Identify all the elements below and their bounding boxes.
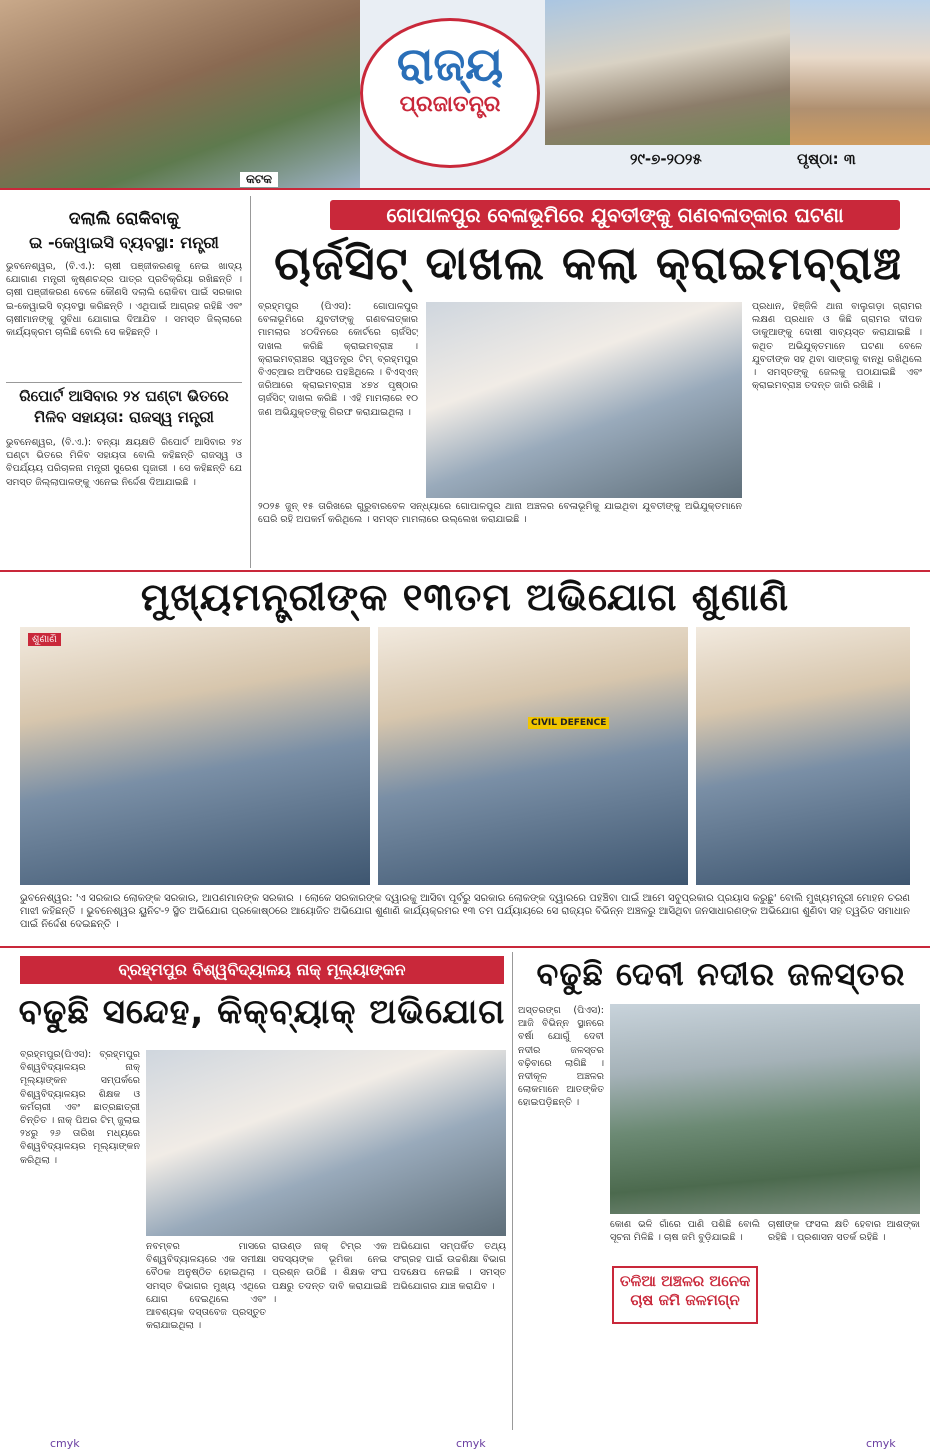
- issue-date: ୨୯-୭-୨୦୨୫: [630, 150, 702, 168]
- header-rule: [0, 188, 930, 190]
- lead-col1: ବ୍ରହ୍ମପୁର (ପିଏସ): ଗୋପାଳପୁର ବେଳାଭୂମିରେ ଯୁବତୀଙ୍କୁ ଗଣବଳାତ୍କାର ମାମଲାର ୪୦ଦିନରେ କୋର୍ଟରେ ଚାର୍ଜସିଟ୍ ଦାଖଲ କରିଛି କ୍ରାଇମବ୍ରାଞ୍ଚ । କ୍ରାଇମବ୍ରାଞ୍ଚର ସ୍ୱତନ୍ତ୍ର ଟିମ୍ ବ୍ରହ୍ମପୁର ବିଏଚ୍ଆର ଅଫିସରେ ପହଞ୍ଚିଥିଲେ । ବିଏସ୍ଏନ୍ ଜରିଆରେ କ୍ରାଇମବ୍ରାଞ୍ଚ ୪୭୪ ପୃଷ୍ଠାର ଚାର୍ଜସିଟ୍ ଦାଖଲ କରିଛି । ଏହି ମାମଲାରେ ୧୦ ଜଣ ଅଭିଯୁକ୍ତଙ୍କୁ ଗିରଫ କରାଯାଇଥିଲା ।: [258, 301, 418, 418]
- lead-photo: [426, 302, 742, 498]
- university-kicker: ବ୍ରହ୍ମପୁର ବିଶ୍ୱବିଦ୍ୟାଳୟ ନାକ୍ ମୂଲ୍ୟାଙ୍କନ: [20, 956, 504, 984]
- lead-kicker: ଗୋପାଳପୁର ବେଳାଭୂମିରେ ଯୁବତୀଙ୍କୁ ଗଣବଳାତ୍କାର ଘଟଣା: [330, 200, 900, 230]
- river-body-right: ଚାଷୀଙ୍କ ଫସଲ କ୍ଷତି ହେବାର ଆଶଙ୍କା ରହିଛି । ପ୍ରଶାସନ ସତର୍କ ରହିଛି ।: [768, 1219, 920, 1244]
- lead-col3: ପ୍ରଧାନ, ହିଞ୍ଜିଳି ଥାନା ବାଲୁଗଡ଼ା ଗ୍ରାମର ଲକ୍ଷଣ ପ୍ରଧାନ ଓ କିଛି ଗ୍ରାମର ଦୀପକ ଡାକୁଆଙ୍କୁ ଦୋଷୀ ସାବ୍ୟସ୍ତ କରାଯାଇଛି । କଥିତ ଅଭିଯୁକ୍ତମାନେ ଘଟଣା ବେଳେ ଯୁବତୀଙ୍କ ସହ ଥିବା ସାଙ୍ଗକୁ ବାନ୍ଧି ରଖିଥିଲେ । ସମସ୍ତଙ୍କୁ ଜେଲକୁ ପଠାଯାଇଛି ଏବଂ କ୍ରାଇମବ୍ରାଞ୍ଚ ତଦନ୍ତ ଜାରି ରଖିଛି ।: [752, 301, 922, 392]
- sidebar-story1-body: ଭୁବନେଶ୍ୱର, (ବି.ଏ.): ଚାଷୀ ପଞ୍ଜୀକରଣକୁ ନେଇ ଖାଦ୍ୟ ଯୋଗାଣ ମନ୍ତ୍ରୀ କୃଷ୍ଣଚନ୍ଦ୍ର ପାତ୍ର ପ୍ରତିକ୍ରିୟା ରଖିଛନ୍ତି । ଚାଷୀ ପଞ୍ଜୀକରଣ ବେଳେ କୌଣସି ଦଲାଲି ରୋକିବା ପାଇଁ ସରକାର ଇ-କେୱାଇସି ବ୍ୟବସ୍ଥା କରିଛନ୍ତି । ଏଥିପାଇଁ ଆଗ୍ରହ ରହିଛି ଏବଂ ଚାଷୀମାନଙ୍କୁ ସୁବିଧା ଯୋଗାଇ ଦିଆଯିବ । ସମସ୍ତ ଜିଲ୍ଲାରେ କାର୍ଯ୍ୟକ୍ରମ ଚାଲିଛି ବୋଲି ସେ କହିଛନ୍ତି ।: [6, 261, 242, 339]
- grievance-photo-label: ଶୁଣାଣି: [28, 633, 61, 646]
- lead-col2: ୨୦୨୫ ଜୁନ୍ ୧୫ ତାରିଖରେ ଗୁରୁବାରବେଳ ସନ୍ଧ୍ୟାରେ ଗୋପାଳପୁର ଥାନା ଅଞ୍ଚଳର ବେଳାଭୂମିକୁ ଯାଇଥିବା ଯୁବତୀଙ୍କୁ ଅଭିଯୁକ୍ତମାନେ ଘେରି ରହି ଅପକର୍ମ କରିଥିଲେ । ସମସ୍ତ ମାମଲାରେ ଉଲ୍ଲେଖ କରାଯାଇଛି ।: [258, 501, 742, 526]
- lead-headline: ଚାର୍ଜସିଟ୍ ଦାଖଲ କଲା କ୍ରାଇମବ୍ରାଞ୍ଚ: [274, 236, 902, 290]
- sidebar-divider: [6, 382, 242, 383]
- sidebar: [0, 196, 248, 568]
- river-body-mid: କୋଣ ଭଳି ଗାଁରେ ପାଣି ପଶିଛି ବୋଲି ସୂଚନା ମିଳିଛି । ଚାଷ ଜମି ବୁଡ଼ିଯାଇଛି ।: [610, 1219, 760, 1244]
- grievance-headline: ମୁଖ୍ୟମନ୍ତ୍ରୀଙ୍କ ୧୩ତମ ଅଭିଯୋଗ ଶୁଣାଣି: [140, 575, 790, 619]
- section-rule-2: [0, 946, 930, 948]
- grievance-caption: ଭୁବନେଶ୍ୱର: 'ଏ ସରକାର ଲୋକଙ୍କ ସରକାର, ଆପଣମାନଙ୍କ ସରକାର । ଲୋକେ ସରକାରଙ୍କ ଦ୍ୱାରକୁ ଆସିବା ପୂର୍ବରୁ ସରକାର ଲୋକଙ୍କ ଦ୍ୱାରରେ ପହଞ୍ଚିବା ପାଇଁ ଆମେ ସବୁପ୍ରକାର ପ୍ରୟାସ କରୁଛୁ' ବୋଲି ମୁଖ୍ୟମନ୍ତ୍ରୀ ମୋହନ ଚରଣ ମାଝୀ କହିଛନ୍ତି । ଭୁବନେଶ୍ୱର ୟୁନିଟ-୨ ସ୍ଥିତ ଅଭିଯୋଗ ପ୍ରକୋଷ୍ଠରେ ଆୟୋଜିତ ଅଭିଯୋଗ ଶୁଣାଣି କାର୍ଯ୍ୟକ୍ରମର ୧୩ ତମ ପର୍ଯ୍ୟାୟରେ ସେ ରାଜ୍ୟର ବିଭିନ୍ନ ଅଞ୍ଚଳରୁ ଆସିଥିବା ଜନସାଧାରଣଙ୍କ ଅଭିଯୋଗ ଶୁଣିବା ସହ ତ୍ୱରିତ ସମାଧାନ ପାଇଁ ନିର୍ଦ୍ଦେଶ ଦେଇଛନ୍ତି ।: [20, 893, 910, 930]
- masthead-subtitle: ପ୍ରଜାତନ୍ତ୍ର: [399, 92, 501, 117]
- river-subhead: ତଳିଆ ଅଞ୍ଚଳର ଅନେକ ଚାଷ ଜମି ଜଳମଗ୍ନ: [612, 1266, 758, 1324]
- river-photo: [610, 1004, 920, 1214]
- office-photo: [545, 0, 790, 145]
- grievance-photo-1: [20, 627, 370, 885]
- masthead-title: ରାଜ୍ୟ: [396, 37, 504, 91]
- cmyk-mark-middle: cmyk: [456, 1437, 486, 1450]
- university-col4: ଅଭିଯୋଗ ସମ୍ପର୍କିତ ତଥ୍ୟ ସଂଗ୍ରହ ପାଇଁ ଉଚ୍ଚଶିକ୍ଷା ବିଭାଗ ପଦକ୍ଷେପ ନେଇଛି । ସମସ୍ତ ଅଭିଯୋଗର ଯାଞ୍ଚ କରାଯିବ ।: [393, 1241, 506, 1292]
- sidebar-story1-kicker: ଦଲାଲି ରୋକିବାକୁ: [68, 209, 180, 229]
- date-bar: [560, 150, 930, 176]
- assembly-photo: [0, 0, 360, 190]
- university-headline: ବଢୁଛି ସନ୍ଦେହ, କିକ୍‌ବ୍ୟାକ୍ ଅଭିଯୋଗ: [18, 992, 506, 1032]
- sidebar-story2-headline: ରିପୋର୍ଟ ଆସିବାର ୨୪ ଘଣ୍ଟା ଭିତରେ ମିଳିବ ସହାୟତା: ରାଜସ୍ୱ ମନ୍ତ୍ରୀ: [19, 387, 229, 426]
- university-photo: [146, 1050, 506, 1236]
- cmyk-mark-left: cmyk: [50, 1437, 80, 1450]
- sidebar-story1-headline: ଇ -କେୱାଇସି ବ୍ୟବସ୍ଥା: ମନ୍ତ୍ରୀ: [29, 233, 219, 252]
- masthead-logo: [360, 18, 540, 168]
- page-number: ପୃଷ୍ଠା: ୩: [796, 150, 856, 168]
- river-body-lower: [518, 1330, 758, 1428]
- university-col2: ନବମ୍ବର ମାସରେ ବିଶ୍ୱବିଦ୍ୟାଳୟରେ ଏକ ସମୀକ୍ଷା ବୈଠକ ଅନୁଷ୍ଠିତ ହୋଇଥିଲା । ସମସ୍ତ ବିଭାଗର ମୁଖ୍ୟ ଏଥିରେ ଯୋଗ ଦେଇଥିଲେ ଏବଂ ଆବଶ୍ୟକ ଦସ୍ତାବେଜ ପ୍ରସ୍ତୁତ କରାଯାଇଥିଲା ।: [146, 1241, 266, 1332]
- river-body-left: ଅସ୍ତରଙ୍ଗ (ପିଏସ): ଆଜି ବିଭିନ୍ନ ସ୍ଥାନରେ ବର୍ଷା ଯୋଗୁଁ ଦେବୀ ନଦୀର ଜଳସ୍ତର ବଢ଼ିବାରେ ଲାଗିଛି । ନଦୀକୂଳ ଅଞ୍ଚଳର ଲୋକମାନେ ଆତଙ୍କିତ ହୋଇପଡ଼ିଛନ୍ତି ।: [518, 1005, 604, 1109]
- sidebar-story2-body: ଭୁବନେଶ୍ୱର, (ବି.ଏ.): ବନ୍ୟା କ୍ଷୟକ୍ଷତି ରିପୋର୍ଟ ଆସିବାର ୨୪ ଘଣ୍ଟା ଭିତରେ ମିଳିବ ସହାୟତା ବୋଲି କହିଛନ୍ତି ରାଜସ୍ୱ ଓ ବିପର୍ଯ୍ୟୟ ପରିଚାଳନା ମନ୍ତ୍ରୀ ସୁରେଶ ପୂଜାରୀ । ସେ କହିଛନ୍ତି ଯେ ସମସ୍ତ ଜିଲ୍ଲାପାଳଙ୍କୁ ଏନେଇ ନିର୍ଦ୍ଦେଶ ଦିଆଯାଇଛି ।: [6, 437, 242, 488]
- temple-photo: [790, 0, 930, 145]
- sidebar-vertical-rule: [250, 196, 251, 568]
- place-label: କଟକ: [240, 172, 278, 187]
- university-col1: ବ୍ରହ୍ମପୁର(ପିଏସ): ବ୍ରହ୍ମପୁର ବିଶ୍ୱବିଦ୍ୟାଳୟର ନାକ୍ ମୂଲ୍ୟାଙ୍କନ ସମ୍ପର୍କରେ ବିଶ୍ୱବିଦ୍ୟାଳୟର ଶିକ୍ଷକ ଓ କର୍ମଚାରୀ ଏବଂ ଛାତ୍ରଛାତ୍ରୀ ଚିନ୍ତିତ । ନାକ୍ ପିଅର ଟିମ୍ ଜୁଲାଇ ୨୪ରୁ ୨୬ ତାରିଖ ମଧ୍ୟରେ ବିଶ୍ୱବିଦ୍ୟାଳୟର ମୂଲ୍ୟାଙ୍କନ କରିଥିଲା ।: [20, 1049, 140, 1166]
- university-col3: ରାଉଣ୍ଡ ନାକ୍ ଟିମ୍‌ର ଏକ ସଦସ୍ୟଙ୍କ ଭୂମିକା ନେଇ ପ୍ରଶ୍ନ ଉଠିଛି । ଶିକ୍ଷକ ସଂଘ ପକ୍ଷରୁ ତଦନ୍ତ ଦାବି କରାଯାଇଛି ।: [272, 1241, 387, 1305]
- river-headline: ବଢୁଛି ଦେବୀ ନଦୀର ଜଳସ୍ତର: [536, 955, 906, 993]
- grievance-photo-3: [696, 627, 910, 885]
- grievance-photo-2: [378, 627, 688, 885]
- bottom-vertical-rule: [512, 952, 513, 1430]
- cmyk-mark-right: cmyk: [866, 1437, 896, 1450]
- civil-defence-text: CIVIL DEFENCE: [528, 717, 609, 729]
